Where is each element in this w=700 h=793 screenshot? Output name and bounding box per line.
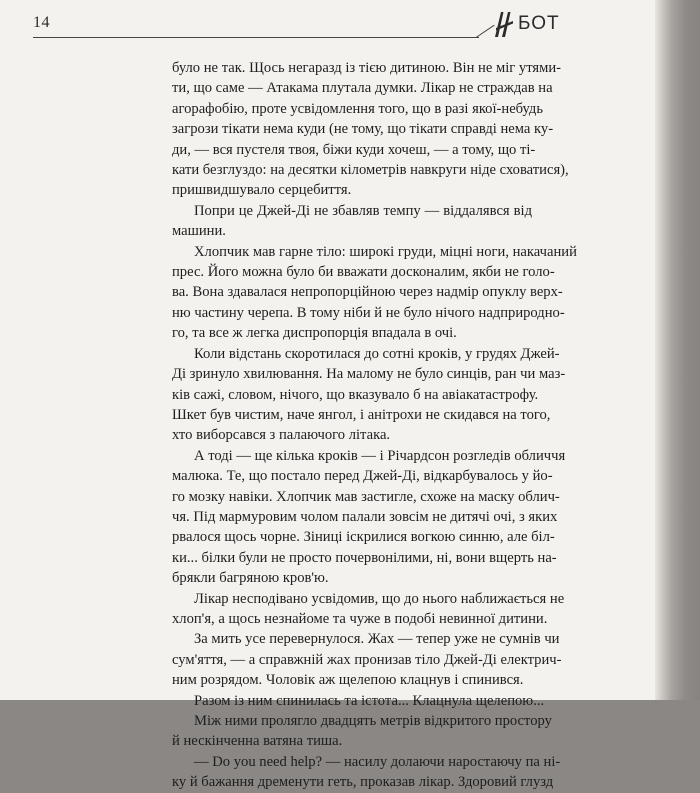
paragraph bbox=[172, 629, 562, 690]
text-line: хто виборсався з палаючого літака. bbox=[172, 427, 391, 444]
body-text bbox=[172, 58, 577, 793]
text-line: прес. Його можна було би вважати досконалим, якби не голо- bbox=[172, 264, 555, 281]
text-line: ню частину черепа. В тому ніби й не було нічого надприродно- bbox=[172, 304, 565, 321]
text-line: — Do you need help? — насилу долаючи наростаючу па ні- bbox=[194, 753, 561, 770]
paragraph bbox=[172, 589, 565, 630]
page-number: 14 bbox=[33, 14, 50, 31]
paragraph bbox=[172, 58, 569, 201]
text-line: ку й бажання дременути геть, проказав лікар. Здоровий глузд bbox=[172, 774, 554, 791]
text-line: ки... білки були не просто почервонілими, ні, вони вщерть на- bbox=[172, 549, 557, 566]
publisher-name: БОТ bbox=[518, 13, 560, 34]
text-line: сум'яття, — а справжній жах пронизав тіло Джей-Ді електрич- bbox=[172, 651, 562, 668]
text-line: Разом із ним спинилась та істота... Клацнула щелепою... bbox=[194, 692, 545, 709]
running-head bbox=[0, 0, 664, 52]
paragraph bbox=[172, 344, 566, 446]
paragraph bbox=[172, 711, 552, 752]
header-rule bbox=[33, 37, 479, 38]
text-line: Хлопчик мав гарне тіло: широкі груди, міцні ноги, накачаний bbox=[194, 243, 577, 260]
text-line: машини. bbox=[172, 223, 226, 240]
text-line: рвалося щось чорне. Зіниці іскрилися вогкою синню, але біл- bbox=[172, 529, 555, 546]
text-line: ним розрядом. Чоловік аж щелепою клацнув і спинився. bbox=[172, 672, 524, 689]
header-rule-slant bbox=[476, 25, 495, 38]
text-line: ків сажі, словом, нічого, що вказувало б на авіакатастрофу. bbox=[172, 386, 539, 403]
text-line: чя. Під мармуровим чолом палали зовсім не дитячі очі, з яких bbox=[172, 508, 558, 525]
text-line: Коли відстань скоротилася до сотні кроків, у грудях Джей- bbox=[194, 345, 560, 362]
text-line: Лікар несподівано усвідомив, що до нього наближається не bbox=[194, 590, 565, 607]
text-line: ди, — вся пустеля твоя, біжи куди хочеш, — а тому, що ті- bbox=[172, 141, 536, 158]
text-line: кати безглуздо: на десятки кілометрів навкруги ніде сховатися), bbox=[172, 162, 569, 179]
paragraph bbox=[172, 201, 532, 242]
text-line: було не так. Щось негаразд із тією дитиною. Він не міг утями- bbox=[172, 60, 562, 76]
text-line: Між ними пролягло двадцять метрів відкритого простору bbox=[194, 713, 552, 729]
text-line: За мить усе перевернулося. Жах — тепер уже не сумнів чи bbox=[194, 631, 560, 648]
text-line: пришвидшувало серцебиття. bbox=[172, 182, 352, 199]
text-line: агорафобію, проте усвідомлення того, що в разі якої-небудь bbox=[172, 100, 544, 117]
text-line: загрози тікати нема куди (не тому, що тікати справді нема ку- bbox=[172, 121, 554, 138]
text-line: Шкет був чистим, наче янгол, і анітрохи не скидався на того, bbox=[172, 406, 551, 423]
page-edge bbox=[655, 0, 700, 700]
paragraph bbox=[172, 242, 577, 344]
text-line: малюка. Те, що постало перед Джей-Ді, відкарбувалось у йо- bbox=[172, 468, 553, 485]
text-line: го мозку навіки. Хлопчик мав застигле, схоже на маску облич- bbox=[172, 488, 560, 505]
text-line: Ді зринуло хвилювання. На малому не було синців, ран чи маз- bbox=[172, 366, 566, 383]
text-line: ва. Вона здавалася непропорційною через надмір опуклу верх- bbox=[172, 284, 563, 301]
paragraph bbox=[172, 752, 561, 793]
paragraph bbox=[172, 691, 545, 711]
publisher-logo-icon bbox=[494, 10, 514, 38]
text-line: ти, що саме — Атакама плутала думки. Лікар не страждав на bbox=[172, 80, 553, 97]
text-line: хлоп'я, а щось незнайоме та чуже в подобі невинної дитини. bbox=[172, 610, 548, 627]
text-line: А тоді — ще кілька кроків — і Річардсон розгледів обличчя bbox=[194, 447, 566, 464]
text-line: го, та все ж легка диспропорція впадала в очі. bbox=[172, 325, 457, 342]
text-line: Попри це Джей-Ді не збавляв темпу — віддалявся від bbox=[194, 202, 532, 219]
text-line: брякли багряною кров'ю. bbox=[172, 570, 329, 587]
text-line: й нескінченна ватяна тиша. bbox=[172, 733, 343, 750]
paragraph bbox=[172, 446, 566, 589]
